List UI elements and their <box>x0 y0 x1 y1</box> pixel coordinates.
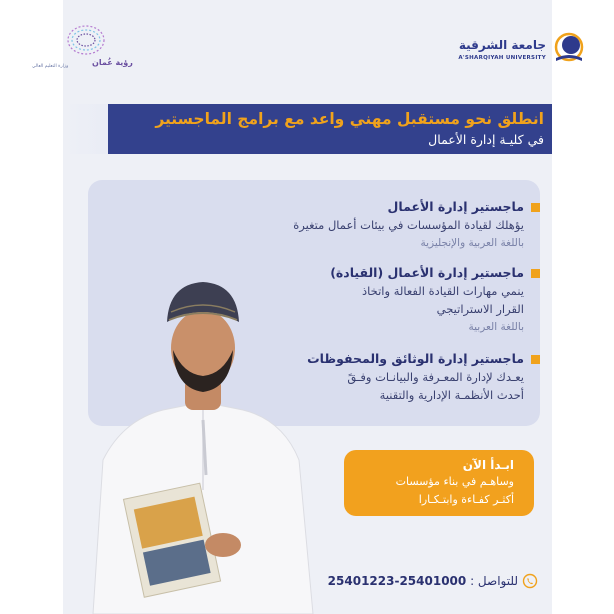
call-to-action-box <box>344 450 534 516</box>
cta-line-3: أكثـر كفـاءة وابتـكـارا <box>418 493 514 506</box>
vision-orb-icon <box>56 20 114 60</box>
cta-line-2: وساهـم في بناء مؤسسات <box>395 475 514 488</box>
contact-number[interactable]: 25401000-25401223 <box>327 574 467 588</box>
program-language: باللغة العربية والإنجليزية <box>420 237 524 249</box>
university-logo <box>458 30 586 70</box>
whatsapp-phone-icon <box>522 573 538 589</box>
vision-subtitle: وزارة التعليم العالي <box>32 64 69 69</box>
cta-title: ابـدأ الآن <box>462 458 514 472</box>
program-mba-leadership <box>330 264 524 336</box>
contact-label: للتواصل : <box>470 574 518 588</box>
square-bullet-icon <box>531 269 540 278</box>
university-name-ar: جامعة الشرقية <box>458 38 546 52</box>
program-description: أحدث الأنظمـة الإدارية والتقنية <box>379 388 524 402</box>
subheadline: في كليـة إدارة الأعمال <box>428 132 544 147</box>
program-mba <box>293 198 524 252</box>
contact-info <box>328 574 518 588</box>
program-title: ماجستير إدارة الوثائق والمحفوظات <box>307 351 524 366</box>
program-title: ماجستير إدارة الأعمال <box>387 199 524 214</box>
square-bullet-icon <box>531 355 540 364</box>
university-name-en: A'SHARQIYAH UNIVERSITY <box>458 55 546 61</box>
program-description: القرار الاستراتيجي <box>436 302 524 316</box>
square-bullet-icon <box>531 203 540 212</box>
headline: انطلق نحو مستقبل مهني واعد مع برامج الماجستير <box>155 110 544 128</box>
student-photo <box>63 270 343 614</box>
program-language: باللغة العربية <box>468 321 524 333</box>
program-description: ينمي مهارات القيادة الفعالة واتخاذ <box>362 284 524 298</box>
program-description: يؤهلك لقيادة المؤسسات في بيئات أعمال متغيرة <box>293 218 524 232</box>
program-description: يعـدك لإدارة المعـرفة والبيانـات وفـقً <box>347 370 524 384</box>
vision-title: رؤية عُمان <box>92 58 133 67</box>
university-emblem-icon <box>552 32 586 66</box>
vision-logo <box>28 20 138 75</box>
program-title: ماجستير إدارة الأعمال (القيادة) <box>330 265 524 280</box>
